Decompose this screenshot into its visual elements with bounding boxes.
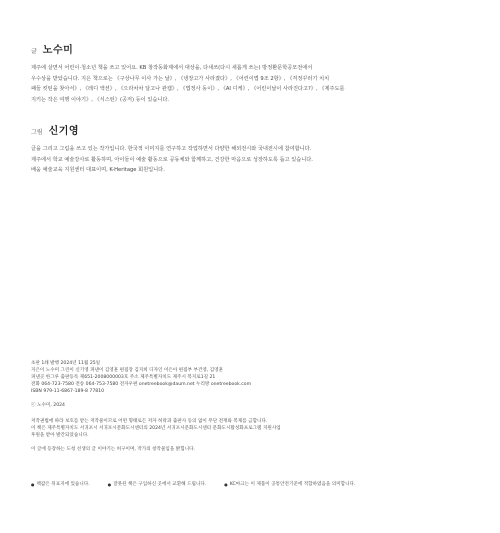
bullet-item — [31, 481, 90, 487]
illustrator-bio-line: 제주에서 학교 예술강사로 활동하며, 아이들이 예술 활동으로 공동체와 함께하고, 건강한 마음으로 성장하도록 돕고 있습니다. — [31, 156, 313, 163]
illustrator-bio-line: 글을 그리고 그림을 쓰고 있는 작가입니다. 한국적 이미지를 연구하고 작업하면서 다양한 해외전시와 국내전시에 참여합니다. — [31, 146, 312, 152]
legal-notice-line: 후원을 받아 발간되었습니다. — [31, 433, 89, 438]
publication-date: 초판 1쇄 발행 2024년 11월 25일 — [31, 361, 101, 366]
legal-notice-line: 이 책은 제주특별자치도 서귀포시 서귀포시문화도시센터의 2024년 서귀포시문화도시센터 문화도시활성화프로그램 지원사업 — [31, 426, 281, 431]
illustrator-bio-text — [31, 144, 471, 176]
bullet-icon: ● — [224, 481, 228, 487]
publisher-line: 펴낸곳 한그루 출판등록 제651-2008000003호 주소 제주특별자치도 제주시 복지로1길 21 — [31, 375, 216, 380]
writer-bio-line: 패들 킷틴을 찾아서》, 《레디 액션》, 《으라차차 달고나 관캡》, 《법정사 동이》, 《AI 디케》, 《어린이날이 사라진다고?》, 《제주도를 — [31, 86, 345, 92]
writer-heading — [31, 41, 471, 56]
writer-bio-line: 우수상을 받았습니다. 지은 책으로는 《구상나무 이사 가는 날》, 《냉장고가 사라졌다》, 《어린이법 9조 2항》, 《걱정꾸러기 치치 — [31, 75, 330, 82]
writer-bio-line: 제주에 살면서 어린이·청소년 책을 쓰고 있어요. KB 창작동화제에서 대상을, 다새쓰(다시 새롭게 쓰는) 방정환문학공모전에서 — [31, 65, 313, 71]
bullet-text: 책값은 뒤표지에 있습니다. — [36, 482, 90, 487]
legal-notice-line: 저작권법에 따라 보호를 받는 저작물이므로 어떤 형태로든 저자 허락과 출판사 동의 없이 무단 전재와 복제를 금합니다. — [31, 419, 268, 424]
contact-line: 전화 064-723-7580 전송 064-753-7580 전자우편 onetreebook@daum.net 누리방 onetreebook.com — [31, 382, 252, 387]
notice-bullets — [31, 481, 471, 487]
writer-bio-text — [31, 63, 471, 105]
illustrator-bio — [31, 122, 471, 176]
bullet-text: 잘못된 책은 구입하신 곳에서 교환해 드립니다. — [113, 482, 207, 487]
bullet-item — [224, 481, 355, 487]
bullet-icon: ● — [107, 481, 112, 487]
illustrator-name: 신기영 — [48, 126, 80, 137]
bullet-icon: ● — [31, 481, 35, 487]
writer-name: 노수미 — [42, 45, 74, 56]
writer-bio — [31, 41, 471, 105]
bullet-text: KC마크는 이 제품이 공통안전기준에 적합하였음을 의미합니다. — [229, 482, 356, 487]
illustrator-role: 그림 — [31, 129, 43, 136]
illustrator-bio-line: 배움 예술교육 지원센터 대표이며, K-Heritage 회원입니다. — [31, 167, 165, 173]
bullet-item — [108, 481, 207, 487]
isbn: ISBN 979-11-6867-189-8 77810 — [31, 389, 105, 394]
copyright-notice: ⓒ 노수미, 2024 — [31, 403, 65, 408]
illustrator-heading — [31, 122, 471, 137]
writer-role: 글 — [31, 48, 37, 55]
credits-line: 지은이 노수미 그린이 신기영 펴낸이 김영훈 편집장 김지희 디자인 이은아 편집부 부건영, 김영훈 — [31, 368, 224, 373]
fiction-note: 이 글에 등장하는 도청 선생의 글 이야기는 허구이며, 작가의 창작물임을 밝힙니다. — [31, 447, 195, 452]
colophon — [31, 360, 471, 453]
writer-bio-line: 지키는 작은 여행 이야기》, 《식스틴》(공저) 등이 있습니다. — [31, 96, 170, 103]
